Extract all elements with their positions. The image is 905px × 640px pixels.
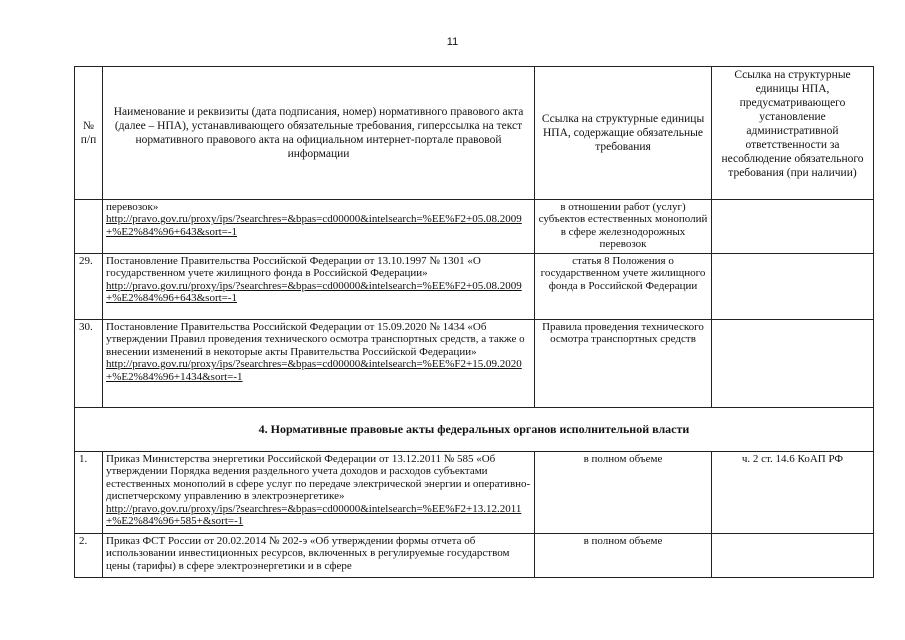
page-number: 11 <box>446 36 459 48</box>
row-struct: Правила проведения технического осмотра транспортных средств <box>535 320 712 408</box>
row-num <box>75 200 103 254</box>
row-resp <box>712 254 874 320</box>
header-num: № п/п <box>75 67 103 200</box>
header-struct: Ссылка на структурные единицы НПА, содержащие обязательные требования <box>535 67 712 200</box>
row-name-cell <box>103 254 535 320</box>
table-header-row <box>75 67 874 200</box>
pravo-link[interactable]: http://pravo.gov.ru/proxy/ips/?searchres=&bpas=cd00000&intelsearch=%EE%F2+15.09.2020+%E2%84%96+1434&sort=-1 <box>106 358 522 383</box>
row-num: 30. <box>75 320 103 408</box>
row-name-cell <box>103 452 535 534</box>
table-row <box>75 254 874 320</box>
row-name-cell <box>103 200 535 254</box>
row-name: Постановление Правительства Российской Федерации от 13.10.1997 № 1301 «О государственном учете жилищного фонда в Российской Федерации» <box>106 255 481 280</box>
row-resp: ч. 2 ст. 14.6 КоАП РФ <box>712 452 874 534</box>
table-row <box>75 534 874 578</box>
row-name-cell <box>103 534 535 578</box>
row-num: 2. <box>75 534 103 578</box>
row-name: Постановление Правительства Российской Федерации от 15.09.2020 № 1434 «Об утверждении Правил проведения технического осмотра транспортных средств, а также о внесении изменений в некоторые акты Правительства Российской Федерации» <box>106 321 525 358</box>
row-resp <box>712 200 874 254</box>
row-struct: статья 8 Положения о государственном учете жилищного фонда в Российской Федерации <box>535 254 712 320</box>
row-resp <box>712 534 874 578</box>
row-name: перевозок» <box>106 201 159 213</box>
row-struct: в отношении работ (услуг) субъектов естественных монополий в сфере железнодорожных перевозок <box>535 200 712 254</box>
row-num: 1. <box>75 452 103 534</box>
section-row <box>75 408 874 452</box>
row-name-cell <box>103 320 535 408</box>
row-num: 29. <box>75 254 103 320</box>
table-row <box>75 452 874 534</box>
pravo-link[interactable]: http://pravo.gov.ru/proxy/ips/?searchres=&bpas=cd00000&intelsearch=%EE%F2+05.08.2009+%E2%84%96+643&sort=-1 <box>106 279 522 305</box>
pravo-link[interactable]: http://pravo.gov.ru/proxy/ips/?searchres=&bpas=cd00000&intelsearch=%EE%F2+05.08.2009+%E2%84%96+643&sort=-1 <box>106 213 522 238</box>
header-resp: Ссылка на структурные единицы НПА, предусматривающего установление административной ответственности за несоблюдение обязательного требования (при наличии) <box>712 67 874 200</box>
table-row <box>75 320 874 408</box>
header-name: Наименование и реквизиты (дата подписания, номер) нормативного правового акта (далее – НПА), устанавливающего обязательные требования, гиперссылка на текст нормативного правового акта на официальном интернет-портале правовой информации <box>103 67 535 200</box>
requirements-table <box>74 66 874 578</box>
row-name: Приказ ФСТ России от 20.02.2014 № 202-э «Об утверждении формы отчета об использовании инвестиционных ресурсов, включенных в регулируемые государством цены (тарифы) в сфере электроэнергетики и в сфере <box>106 535 510 572</box>
table-row <box>75 200 874 254</box>
row-struct: в полном объеме <box>535 452 712 534</box>
row-struct: в полном объеме <box>535 534 712 578</box>
section-title: 4. Нормативные правовые акты федеральных органов исполнительной власти <box>75 408 874 452</box>
pravo-link[interactable]: http://pravo.gov.ru/proxy/ips/?searchres=&bpas=cd00000&intelsearch=%EE%F2+13.12.2011+%E2%84%96+585+&sort=-1 <box>106 502 522 528</box>
row-resp <box>712 320 874 408</box>
row-name: Приказ Министерства энергетики Российской Федерации от 13.12.2011 № 585 «Об утверждении Порядка ведения раздельного учета доходов и расходов субъектами естественных монополий в сфере услуг по передаче электрической энергии и оперативно-диспетчерскому управлению в электроэнергетике» <box>106 453 531 503</box>
